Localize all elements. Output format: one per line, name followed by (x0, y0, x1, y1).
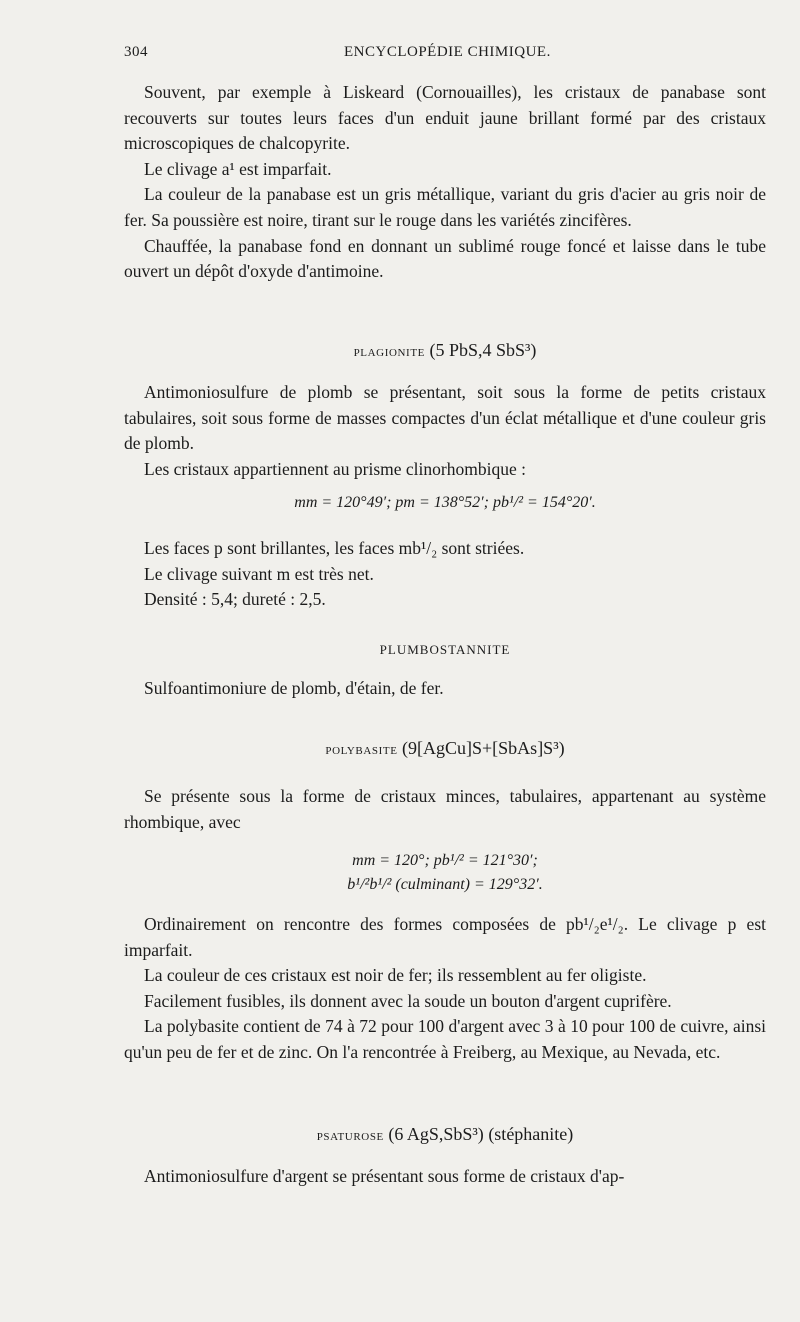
paragraph: Les faces p sont brillantes, les faces mb¹/₂ sont striées. (144, 538, 525, 558)
paragraph: Facilement fusibles, ils donnent avec la soude un bouton d'argent cuprifère. (144, 990, 672, 1011)
plumbostannite-text (124, 676, 766, 702)
paragraph: Se présente sous la forme de cristaux minces, tabulaires, appartenant au système rhombique, avec (124, 786, 766, 832)
plagionite-text-2 (124, 536, 766, 613)
panabase-section (124, 80, 766, 285)
section-heading-polybasite (124, 738, 766, 759)
section-formula: (5 PbS,4 SbS³) (429, 340, 537, 360)
running-header (124, 44, 764, 66)
section-heading-psaturose (124, 1124, 766, 1145)
paragraph: La couleur de la panabase est un gris métallique, variant du gris d'acier au gris noir de fer. Sa poussière est noire, tirant sur le rouge dans les variétés zincifères. (124, 184, 766, 230)
paragraph: Chauffée, la panabase fond en donnant un sublimé rouge foncé et laisse dans le tube ouvert un dépôt d'oxyde d'antimoine. (124, 235, 766, 282)
paragraph: Souvent, par exemple à Liskeard (Cornouailles), les cristaux de panabase sont recouverts sur toutes leurs faces d'un enduit jaune brillant formé par des cristaux microscopiques de chalcopyrite. (124, 82, 766, 154)
section-heading-plumbostannite (124, 638, 766, 659)
plagionite-text (124, 380, 766, 482)
page-number: 304 (124, 44, 148, 60)
paragraph: La couleur de ces cristaux est noir de fer; ils ressemblent au fer oligiste. (144, 965, 647, 986)
section-title: plagionite (353, 344, 425, 360)
section-formula: (6 AgS,SbS³) (388, 1124, 484, 1144)
paragraph: Le clivage suivant m est très net. (144, 563, 374, 584)
section-title: PLUMBOSTANNITE (379, 642, 511, 657)
crystal-angles-formula-2: b¹/²b¹/² (culminant) = 129°32′. (347, 876, 543, 893)
section-formula: (9[AgCu]S+[SbAs]S³) (402, 738, 565, 758)
polybasite-text (124, 784, 766, 835)
section-heading-plagionite (124, 340, 766, 361)
paragraph: Le clivage a¹ est imparfait. (144, 158, 332, 179)
section-alt-name: (stéphanite) (488, 1124, 574, 1144)
paragraph: Les cristaux appartiennent au prisme clinorhombique : (144, 458, 526, 479)
crystal-angles-formula-1: mm = 120°; pb¹/² = 121°30′; (352, 852, 538, 869)
paragraph: Ordinairement on rencontre des formes composées de pb¹/₂e¹/₂. Le clivage p est imparfait. (124, 914, 766, 960)
paragraph: Antimoniosulfure d'argent se présentant sous forme de cristaux d'ap- (144, 1166, 625, 1186)
polybasite-text-2 (124, 912, 766, 1066)
running-title: ENCYCLOPÉDIE CHIMIQUE. (344, 44, 551, 60)
crystal-angles-formula: mm = 120°49′; pm = 138°52′; pb¹/² = 154°20′. (294, 494, 596, 511)
paragraph: Sulfoantimoniure de plomb, d'étain, de fer. (144, 678, 444, 698)
section-title: polybasite (325, 742, 398, 758)
paragraph: La polybasite contient de 74 à 72 pour 100 d'argent avec 3 à 10 pour 100 de cuivre, ainsi qu'un peu de fer et de zinc. On l'a rencontrée à Freiberg, au Mexique, au Nevada, etc. (124, 1016, 766, 1062)
section-title: psaturose (316, 1128, 384, 1144)
psaturose-text (124, 1164, 766, 1190)
paragraph: Antimoniosulfure de plomb se présentant, soit sous la forme de petits cristaux tabulaires, soit sous forme de masses compactes d'un éclat métallique et d'une couleur gris de plomb. (124, 382, 766, 454)
paragraph: Densité : 5,4; dureté : 2,5. (144, 589, 326, 610)
